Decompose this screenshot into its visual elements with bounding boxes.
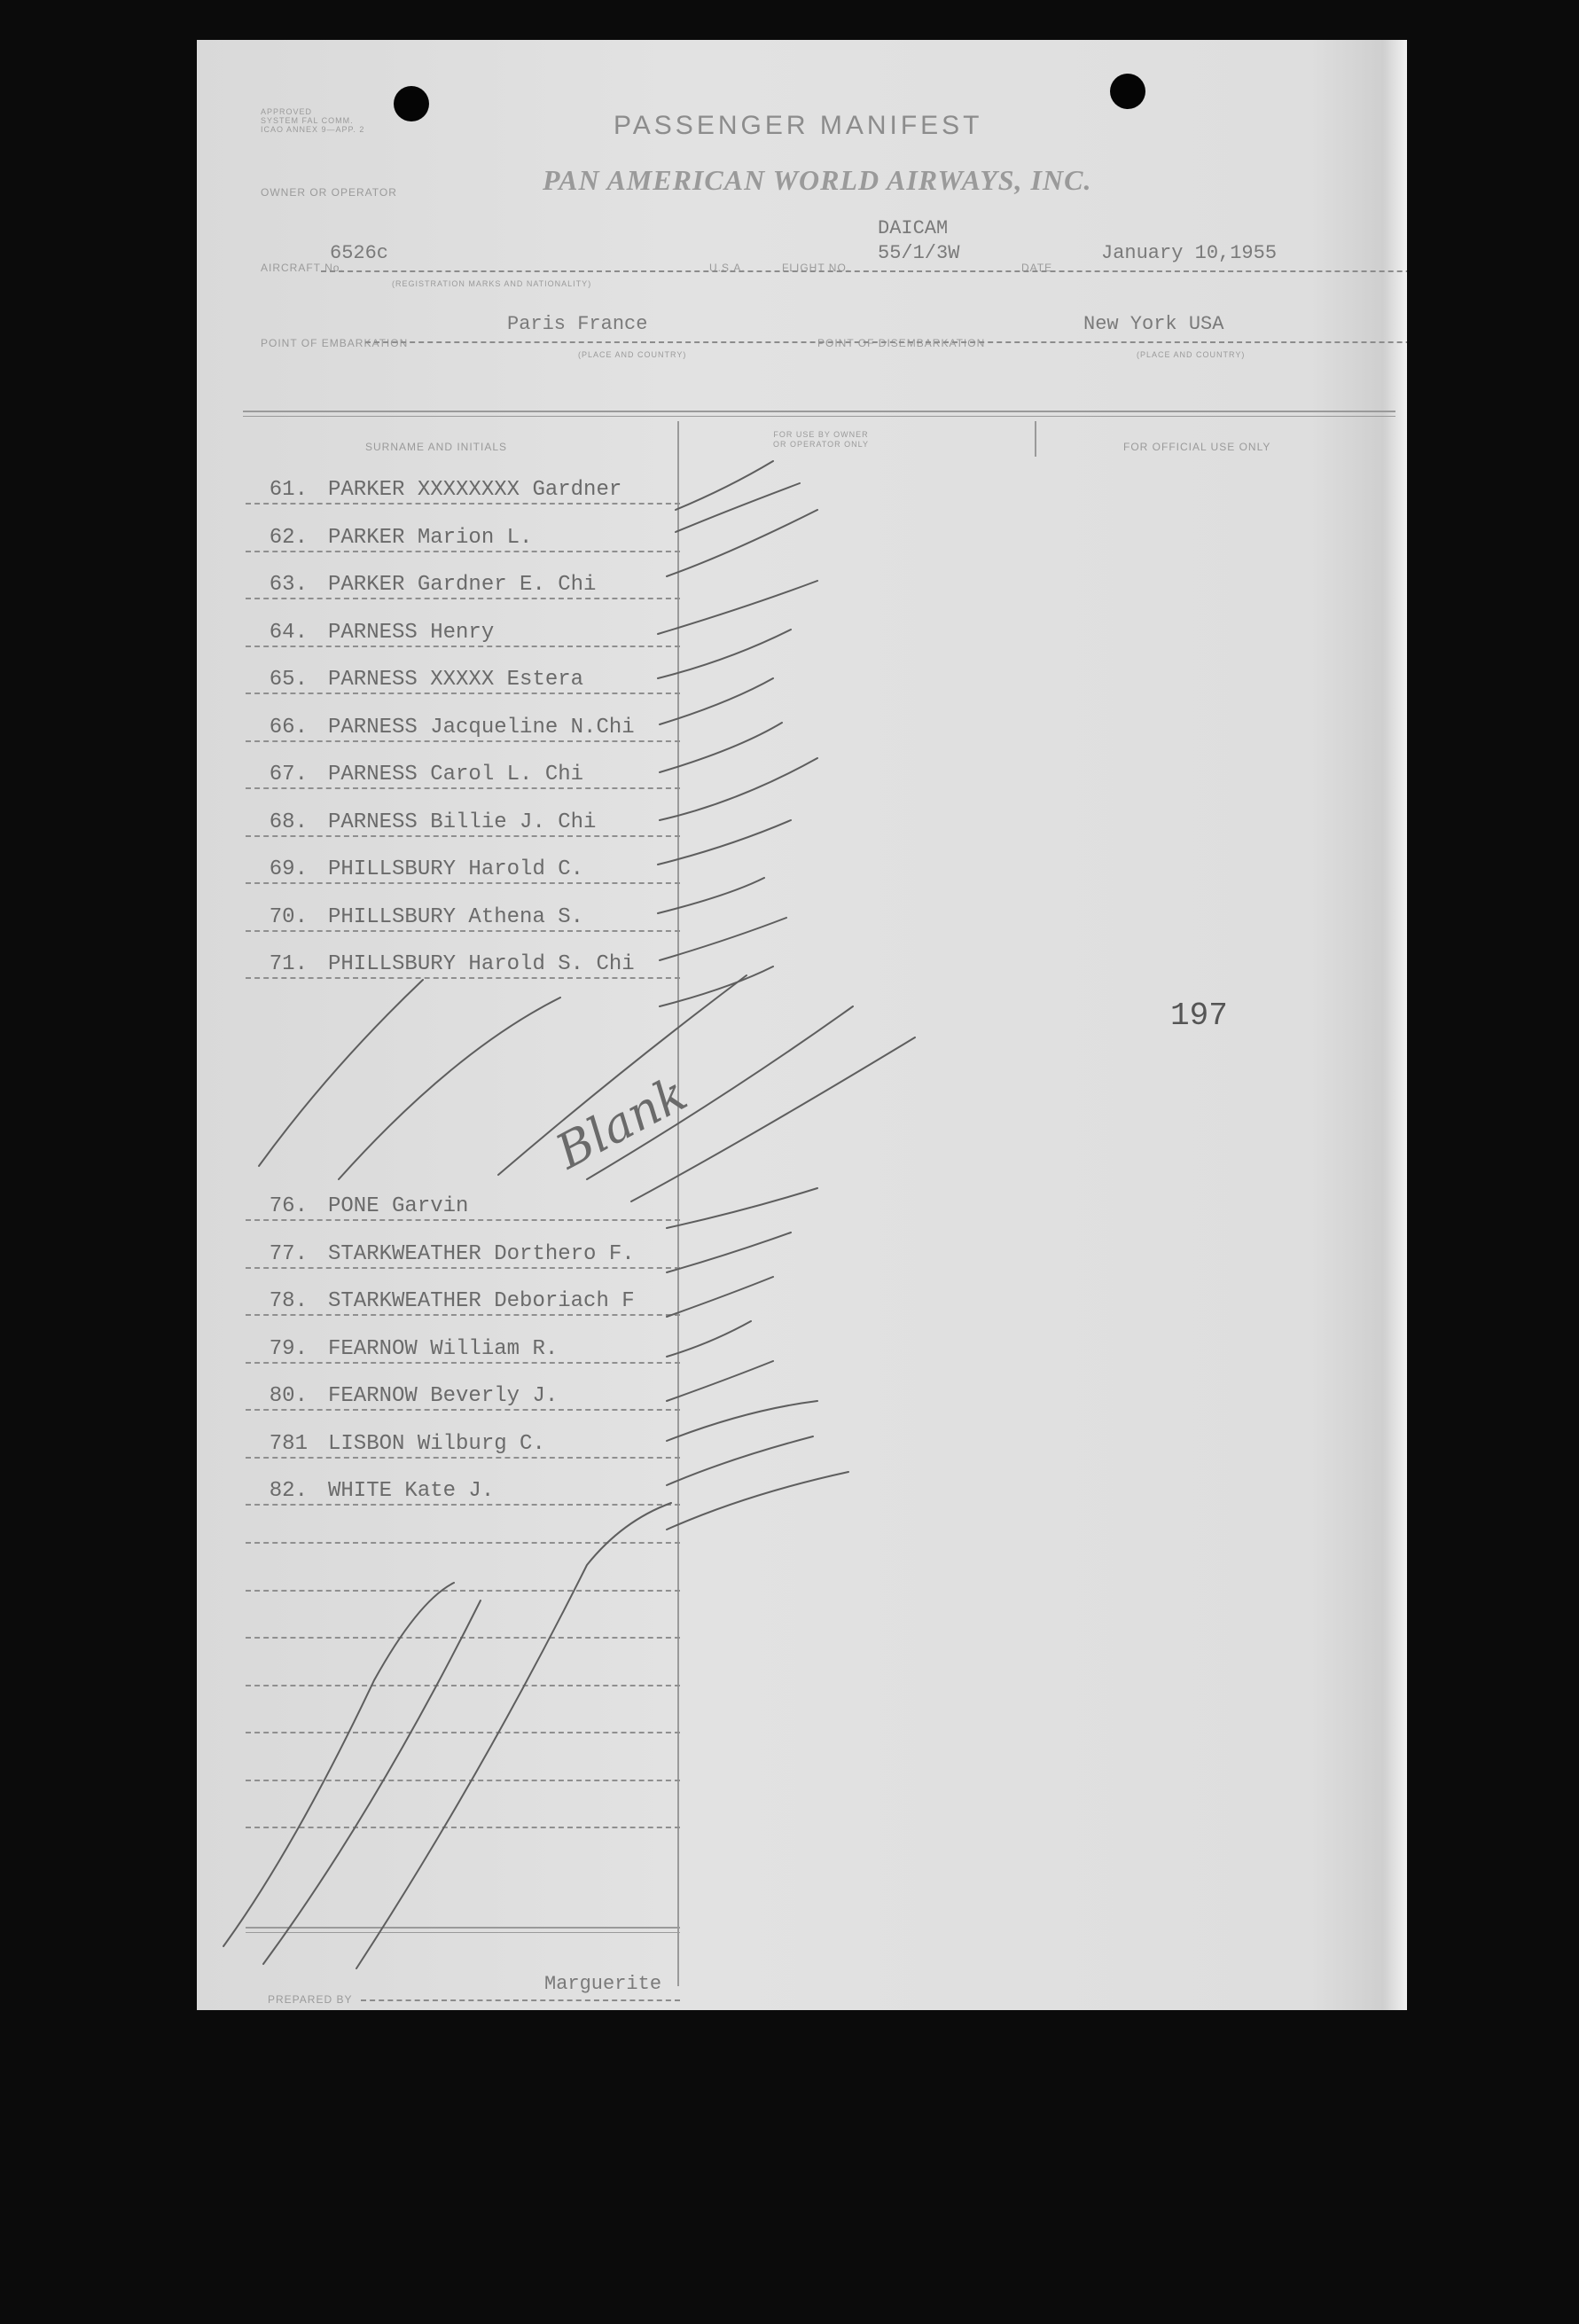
- passenger-name: WHITE Kate J.: [328, 1479, 495, 1503]
- row-number: 61.: [269, 478, 308, 502]
- passenger-name: FEARNOW Beverly J.: [328, 1384, 559, 1408]
- passenger-name: STARKWEATHER Dorthero F.: [328, 1241, 635, 1266]
- usa-label: U.S.A.: [709, 262, 746, 274]
- row-number: 67.: [269, 763, 308, 786]
- row-number: 69.: [269, 857, 308, 881]
- row-number: 76.: [269, 1194, 308, 1218]
- passenger-name: FEARNOW William R.: [328, 1336, 559, 1361]
- owner-value: PAN AMERICAN WORLD AIRWAYS, INC.: [543, 164, 1092, 196]
- passenger-name: PHILLSBURY Athena S.: [328, 904, 584, 929]
- flight-value-top: DAICAM: [878, 217, 949, 239]
- col-official: FOR OFFICIAL USE ONLY: [1123, 441, 1271, 453]
- blank-annotation: Blank: [547, 1065, 696, 1180]
- passenger-name: PHILLSBURY Harold S. Chi: [328, 952, 635, 976]
- col-surname: SURNAME AND INITIALS: [365, 441, 508, 453]
- aircraft-value: 6526c: [330, 242, 389, 264]
- flight-value: 55/1/3W: [878, 242, 960, 264]
- col-operator: FOR USE BY OWNER OR OPERATOR ONLY: [773, 430, 870, 449]
- passenger-name: PONE Garvin: [328, 1194, 469, 1218]
- manifest-page: [197, 40, 1407, 2010]
- disembark-note: (PLACE AND COUNTRY): [1137, 350, 1246, 359]
- row-number: 62.: [269, 525, 308, 550]
- aircraft-label: AIRCRAFT No.: [261, 262, 344, 274]
- row-number: 80.: [269, 1384, 308, 1408]
- passenger-name: PARKER XXXXXXXX Gardner: [328, 478, 622, 502]
- prepared-rule: [361, 1999, 680, 2001]
- owner-label: OWNER OR OPERATOR: [261, 186, 397, 199]
- row-number: 781: [269, 1431, 308, 1456]
- embark-value: Paris France: [507, 313, 648, 335]
- row-number: 71.: [269, 952, 308, 976]
- date-label: DATE: [1021, 262, 1053, 274]
- row-number: 68.: [269, 810, 308, 834]
- passenger-name: PARNESS Henry: [328, 620, 495, 645]
- passenger-name: PARKER Marion L.: [328, 525, 533, 550]
- passenger-name: LISBON Wilburg C.: [328, 1431, 545, 1456]
- disembark-value: New York USA: [1083, 313, 1224, 335]
- passenger-name: PARNESS Jacqueline N.Chi: [328, 715, 635, 739]
- passenger-name: PARNESS Billie J. Chi: [328, 810, 597, 834]
- passenger-name: PARNESS XXXXX Estera: [328, 668, 584, 692]
- date-value: January 10,1955: [1101, 242, 1278, 264]
- embark-note: (PLACE AND COUNTRY): [578, 350, 687, 359]
- flight-label: FLIGHT NO.: [782, 262, 851, 274]
- row-number: 66.: [269, 715, 308, 739]
- page-number: 197: [1170, 998, 1228, 1034]
- prepared-label: PREPARED BY: [268, 1993, 353, 2006]
- registration-note: (REGISTRATION MARKS AND NATIONALITY): [392, 279, 592, 288]
- passenger-name: PARNESS Carol L. Chi: [328, 763, 584, 786]
- row-number: 77.: [269, 1241, 308, 1266]
- row-number: 79.: [269, 1336, 308, 1361]
- row-number: 82.: [269, 1479, 308, 1503]
- passenger-name: STARKWEATHER Deboriach F: [328, 1289, 635, 1313]
- embark-label: POINT OF EMBARKATION: [261, 337, 409, 349]
- page-title: PASSENGER MANIFEST: [614, 111, 983, 140]
- row-number: 78.: [269, 1289, 308, 1313]
- prepared-value: Marguerite: [544, 1973, 662, 1995]
- row-number: 65.: [269, 668, 308, 692]
- approval-note: APPROVED SYSTEM FAL COMM. ICAO ANNEX 9—APP. 2: [261, 107, 365, 134]
- disembark-label: POINT OF DISEMBARKATION: [817, 337, 986, 349]
- row-number: 70.: [269, 904, 308, 929]
- passenger-name: PHILLSBURY Harold C.: [328, 857, 584, 881]
- row-number: 64.: [269, 620, 308, 645]
- passenger-name: PARKER Gardner E. Chi: [328, 573, 597, 597]
- row-number: 63.: [269, 573, 308, 597]
